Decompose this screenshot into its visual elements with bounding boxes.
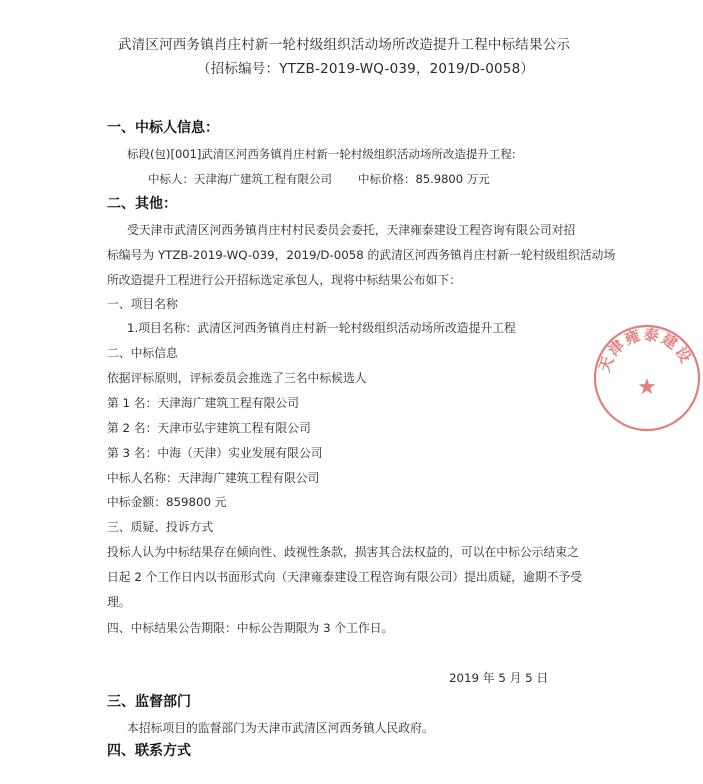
candidate-3: 第 3 名：中海（天津）实业发展有限公司 bbox=[107, 446, 323, 460]
announcement-period: 四、中标结果公告期限：中标公告期限为 3 个工作日。 bbox=[107, 621, 394, 635]
section-winner-info-heading: 一、中标人信息： bbox=[107, 120, 219, 136]
project-name-item: 1.项目名称：武清区河西务镇肖庄村新一轮村级组织活动场所改造提升工程 bbox=[127, 321, 516, 335]
complaint-line-3: 理。 bbox=[107, 595, 131, 609]
seal-text: 天津雍泰建设 bbox=[595, 325, 696, 375]
company-seal-stamp bbox=[591, 322, 703, 434]
winner-label: 中标人：天津海广建筑工程有限公司 bbox=[148, 172, 332, 186]
intro-line-1: 受天津市武清区河西务镇肖庄村村民委员会委托，天津雍泰建设工程咨询有限公司对招 bbox=[127, 223, 576, 237]
intro-line-2: 标编号为 YTZB-2019-WQ-039，2019/D-0058 的武清区河西务镇肖庄村新一轮村级组织活动场 bbox=[107, 248, 616, 262]
winner-price: 中标价格：85.9800 万元 bbox=[358, 172, 490, 186]
seal-star-icon: ★ bbox=[637, 375, 657, 400]
lot-line: 标段(包)[001]武清区河西务镇肖庄村新一轮村级组织活动场所改造提升工程: bbox=[127, 147, 516, 161]
subsection-project-name: 一、项目名称 bbox=[107, 297, 178, 311]
section-other-heading: 二、其他： bbox=[107, 196, 177, 212]
complaint-line-1: 投标人认为中标结果存在倾向性、歧视性条款，损害其合法权益的，可以在中标公示结束之 bbox=[107, 545, 579, 559]
supervision-text: 本招标项目的监督部门为天津市武清区河西务镇人民政府。 bbox=[127, 721, 434, 735]
evaluation-text: 依据评标原则，评标委员会推选了三名中标候选人 bbox=[107, 371, 367, 385]
winner-name: 中标人名称：天津海广建筑工程有限公司 bbox=[107, 471, 320, 485]
subsection-complaints: 三、质疑、投诉方式 bbox=[107, 520, 214, 534]
section-supervision-heading: 三、监督部门 bbox=[107, 694, 191, 710]
candidate-2: 第 2 名：天津市弘宇建筑工程有限公司 bbox=[107, 421, 311, 435]
notice-date: 2019 年 5 月 5 日 bbox=[449, 671, 549, 685]
document-title: 武清区河西务镇肖庄村新一轮村级组织活动场所改造提升工程中标结果公示 bbox=[118, 37, 571, 53]
intro-line-3: 所改造提升工程进行公开招标选定承包人，现将中标结果公布如下： bbox=[107, 273, 461, 287]
tender-number: （招标编号：YTZB-2019-WQ-039，2019/D-0058） bbox=[197, 61, 535, 77]
subsection-bid-info: 二、中标信息 bbox=[107, 346, 178, 360]
complaint-line-2: 日起 2 个工作日内以书面形式向（天津雍泰建设工程咨询有限公司）提出质疑，逾期不予受 bbox=[107, 570, 583, 584]
candidate-1: 第 1 名：天津海广建筑工程有限公司 bbox=[107, 396, 299, 410]
svg-text:天津雍泰建设 bbox=[595, 325, 696, 374]
section-contact-heading: 四、联系方式 bbox=[107, 743, 191, 759]
winner-amount: 中标金额：859800 元 bbox=[107, 495, 227, 509]
